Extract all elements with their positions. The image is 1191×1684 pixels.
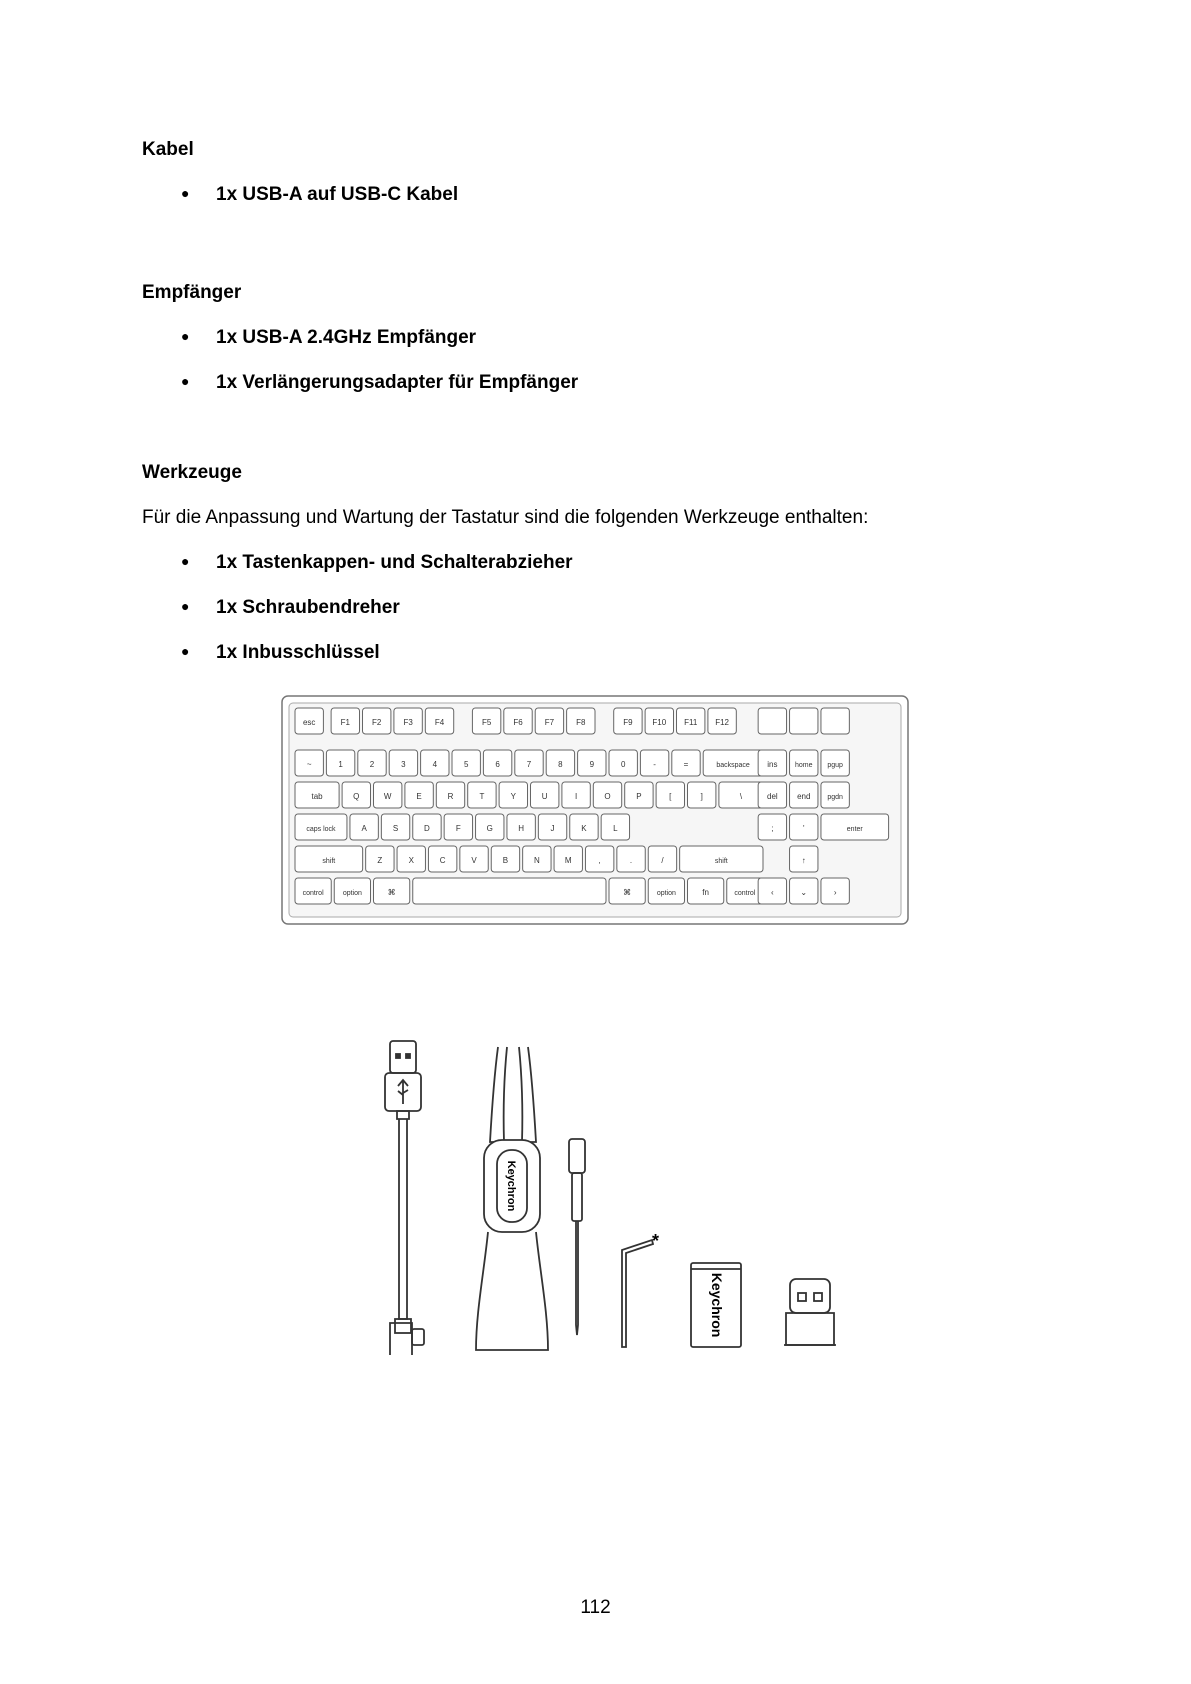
bullet: ● [181,373,190,389]
keycap-label: . [629,856,633,865]
keycap-label: option [656,890,676,897]
keycap-label: 8 [558,760,563,769]
keycap-label: home [794,762,813,769]
keycap-label: B [502,856,509,865]
keycap-label: tab [311,792,323,801]
screwdriver [569,1139,585,1335]
keycap-label: E [416,792,422,801]
bullet: ● [181,598,190,614]
keycap-label: 1 [338,760,343,769]
usb-cable [385,1041,424,1355]
keycap-label: F11 [684,718,698,727]
keycap-label: 4 [432,760,438,769]
keycap-label: ' [802,824,805,833]
keycap-label: I [574,792,578,801]
keycap-label: = [683,760,689,769]
keycap-label: enter [846,826,863,833]
keycap-label: N [533,856,540,865]
keycap-label: F4 [434,718,445,727]
keycap-label: V [471,856,477,865]
keycap-label: F6 [513,718,523,727]
keycap-label: ; [771,824,774,833]
keycap-label: Q [353,792,360,801]
asterisk: * [652,1231,660,1251]
keycap-label: backspace [716,762,750,769]
keycap-label: ins [767,760,778,769]
heading-empfaenger: Empfänger [142,282,242,303]
list-item: ● 1x Schraubendreher [181,597,400,618]
keycap-label: F2 [372,718,382,727]
intro-paragraph: Für die Anpassung und Wartung der Tastatur sind die folgenden Werkzeuge enthalten: [142,507,869,528]
keycap-label: / [661,856,664,865]
keycap-label: F12 [715,718,730,727]
keycap-label: F [455,824,461,833]
keycap-label: 9 [589,760,595,769]
keycap-label: D [424,824,430,833]
keycap [821,708,849,734]
bullet: ● [181,553,190,569]
keycap-label: K [581,824,587,833]
page-number: 112 [580,1597,611,1618]
keycap-label: Z [377,856,383,865]
bullet: ● [181,643,190,659]
keycap-label: T [479,792,485,801]
keycap-label: J [550,824,555,833]
puller-logo-text: Keychron [505,1160,517,1212]
list-item: ● 1x Tastenkappen- und Schalterabzieher [181,552,573,573]
heading-werkzeuge: Werkzeuge [142,462,242,483]
keycap-label: del [767,792,778,801]
keycap-label: G [486,824,493,833]
keycap-label: S [392,824,399,833]
keycap-label: M [564,856,572,865]
keycap-label: - [653,760,656,769]
bullet: ● [181,328,190,344]
keycap-label: caps lock [306,826,336,833]
keycap-label: ‹ [771,888,774,897]
keycap [758,708,786,734]
keycap-label: shift [714,858,728,865]
keycap-label: esc [302,718,316,727]
list-item: ● 1x USB-A 2.4GHz Empfänger [181,327,477,348]
keycap [790,708,818,734]
keycap-label: option [342,890,362,897]
keycap-label: Y [510,792,516,801]
keycap-label: U [541,792,548,801]
keycap-label: › [833,888,837,897]
keycap-label: shift [322,858,336,865]
keycap-label: X [408,856,414,865]
keycap-label: end [797,792,811,801]
list-item: ● 1x USB-A auf USB-C Kabel [181,184,459,205]
keycap-label: , [598,856,601,865]
keycap-label: F5 [481,718,492,727]
keycap-label: F9 [623,718,633,727]
keycap [413,878,606,904]
usb-receiver [784,1279,836,1345]
keycap-label: ~ [306,760,312,769]
keycap-label: F1 [340,718,350,727]
keycap-label: 2 [369,760,375,769]
keycap-label: F8 [576,718,586,727]
hex-key [622,1240,653,1347]
accessories-illustration [380,1035,910,1355]
keycap-label: control [302,890,324,897]
adapter-logo-text: Keychron [709,1272,725,1338]
keycap-label: W [383,792,392,801]
list-item: ● 1x Inbusschlüssel [181,642,380,663]
keycap-label: ⌘ [387,888,396,897]
keycap-label: A [361,824,367,833]
keycap-label: F7 [544,718,555,727]
keycap-label: R [447,792,454,801]
keycap-label: 3 [401,760,406,769]
keycap-label: C [439,856,446,865]
list-item: ● 1x Verlängerungsadapter für Empfänger [181,372,579,393]
keycap-label: pgup [827,762,843,769]
keycap-label: ⌘ [623,888,632,897]
keycap-label: control [734,890,756,897]
keycap-label: O [604,792,611,801]
keycap-label: P [636,792,642,801]
keycap-label: F10 [652,718,667,727]
keycap-label: 7 [526,760,532,769]
keycap-label: 5 [463,760,469,769]
keyboard-illustration [280,694,910,926]
keycap-label: [ [669,792,672,801]
keycap-label: \ [739,792,743,801]
heading-kabel: Kabel [142,139,194,160]
bullet: ● [181,185,190,201]
keycap-label: ] [700,792,703,801]
keycap-label: ⌄ [800,888,808,897]
keycap-label: 6 [495,760,500,769]
keycap-label: ↑ [801,856,806,865]
keycap-label: L [613,824,618,833]
keycap-label: pgdn [827,794,843,801]
keycap-label: F3 [403,718,413,727]
keycap-label: 0 [620,760,626,769]
keycap-label: H [518,824,525,833]
keycap-label: fn [702,888,709,897]
